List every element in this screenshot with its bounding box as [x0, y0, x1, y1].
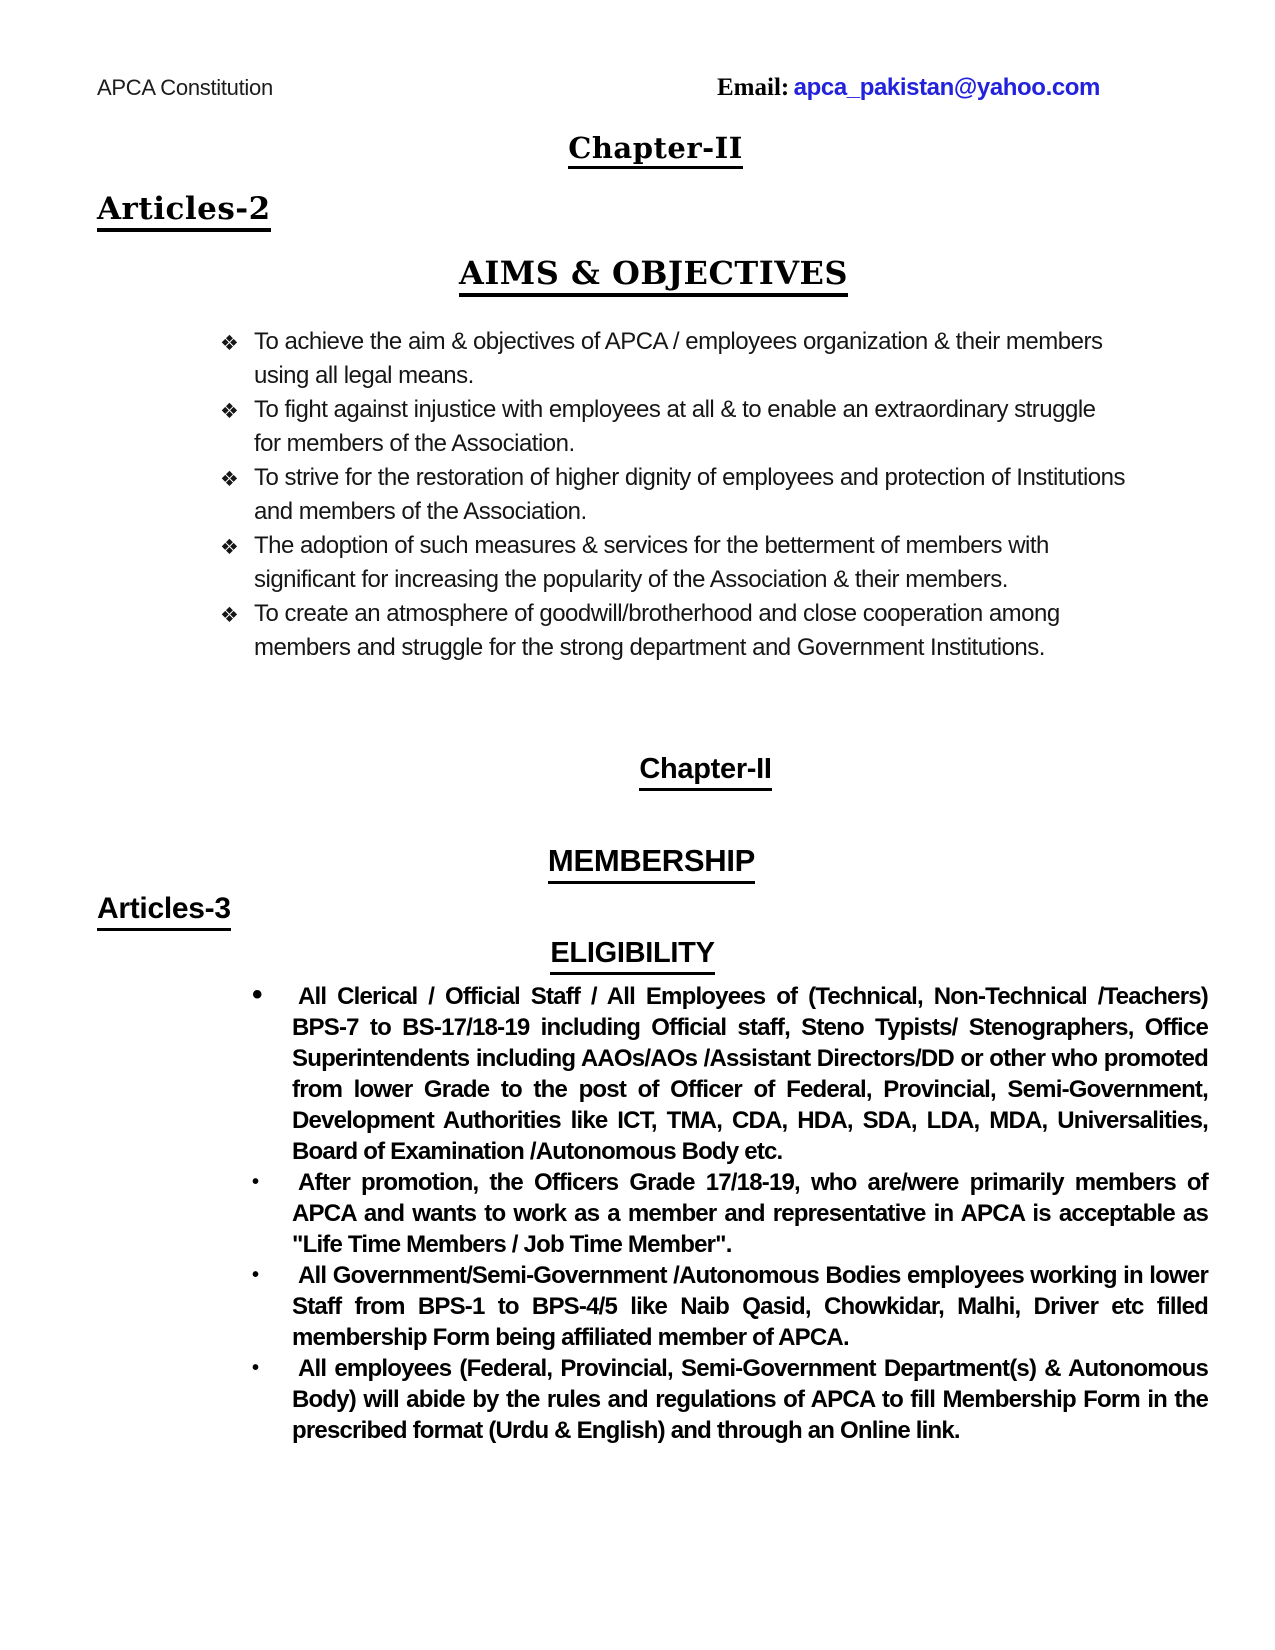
aims-objectives-row	[0, 254, 1275, 297]
chapter2-title-row	[0, 753, 1275, 791]
list-item	[220, 529, 1125, 597]
chapter1-title: Chapter-II	[568, 131, 743, 169]
diamond-bullet-icon: ❖	[220, 535, 239, 559]
email-address-link[interactable]: apca_pakistan@yahoo.com	[793, 74, 1100, 101]
email-line	[717, 74, 1100, 105]
list-item	[250, 1260, 1208, 1353]
list-item	[250, 978, 1208, 1167]
list-item	[250, 1167, 1208, 1260]
eligibility-text: All employees (Federal, Provincial, Semi-Government Department(s) & Autonomous Body) will abide by the rules and regulations of APCA to fill Membership Form in the prescribed format (Urdu & English) and through an Online link.	[292, 1355, 1208, 1444]
list-item	[220, 393, 1125, 461]
dot-bullet-icon: •	[252, 1357, 259, 1379]
diamond-bullet-icon: ❖	[220, 399, 239, 423]
chapter1-title-row	[0, 131, 1275, 169]
chapter2-title: Chapter-II	[639, 753, 771, 791]
membership-row	[0, 843, 1275, 884]
eligibility-text: After promotion, the Officers Grade 17/18-19, who are/were primarily members of APCA and wants to work as a member and representative in APCA is acceptable as "Life Time Members / Job Time Member".	[292, 1169, 1208, 1258]
objective-text: The adoption of such measures & services for the betterment of members with significant for increasing the popularity of the Association & their members.	[254, 532, 1049, 593]
list-item	[220, 325, 1125, 393]
diamond-bullet-icon: ❖	[220, 603, 239, 627]
page-header	[97, 74, 1100, 105]
articles3-row	[97, 892, 1275, 931]
eligibility-row	[0, 937, 1275, 975]
dot-bullet-icon: •	[252, 978, 262, 1011]
list-item	[250, 1353, 1208, 1446]
eligibility-list	[250, 978, 1208, 1446]
aims-objectives-title: AIMS & OBJECTIVES	[459, 254, 848, 297]
list-item	[220, 597, 1125, 665]
articles2-row	[97, 191, 1275, 232]
email-label: Email:	[717, 74, 790, 101]
eligibility-text: All Clerical / Official Staff / All Employees of (Technical, Non-Technical /Teachers) BPS-7 to BS-17/18-19 including Official staff, Steno Typists/ Stenographers, Office Superintendents including AAOs/AOs /Assistant Directors/DD or other who promoted from lower Grade to the post of Officer of Federal, Provincial, Semi-Government, Development Authorities like ICT, TMA, CDA, HDA, SDA, LDA, MDA, Universalities, Board of Examination /Autonomous Body etc.	[292, 983, 1208, 1165]
dot-bullet-icon: •	[252, 1264, 259, 1286]
objectives-list	[220, 325, 1125, 665]
objective-text: To fight against injustice with employees at all & to enable an extraordinary struggle for members of the Association.	[254, 396, 1096, 457]
objective-text: To achieve the aim & objectives of APCA / employees organization & their members using all legal means.	[254, 328, 1103, 389]
diamond-bullet-icon: ❖	[220, 331, 239, 355]
eligibility-text: All Government/Semi-Government /Autonomous Bodies employees working in lower Staff from BPS-1 to BPS-4/5 like Naib Qasid, Chowkidar, Malhi, Driver etc filled membership Form being affiliated member of APCA.	[292, 1262, 1208, 1351]
dot-bullet-icon: •	[252, 1171, 259, 1193]
articles3-label: Articles-3	[97, 892, 231, 931]
articles2-label: Articles-2	[97, 191, 271, 232]
eligibility-title: ELIGIBILITY	[550, 937, 714, 975]
list-item	[220, 461, 1125, 529]
objective-text: To strive for the restoration of higher dignity of employees and protection of Institutions and members of the Association.	[254, 464, 1125, 525]
membership-title: MEMBERSHIP	[548, 843, 755, 884]
diamond-bullet-icon: ❖	[220, 467, 239, 491]
objective-text: To create an atmosphere of goodwill/brotherhood and close cooperation among members and struggle for the strong department and Government Institutions.	[254, 600, 1060, 661]
doc-title: APCA Constitution	[97, 75, 273, 100]
